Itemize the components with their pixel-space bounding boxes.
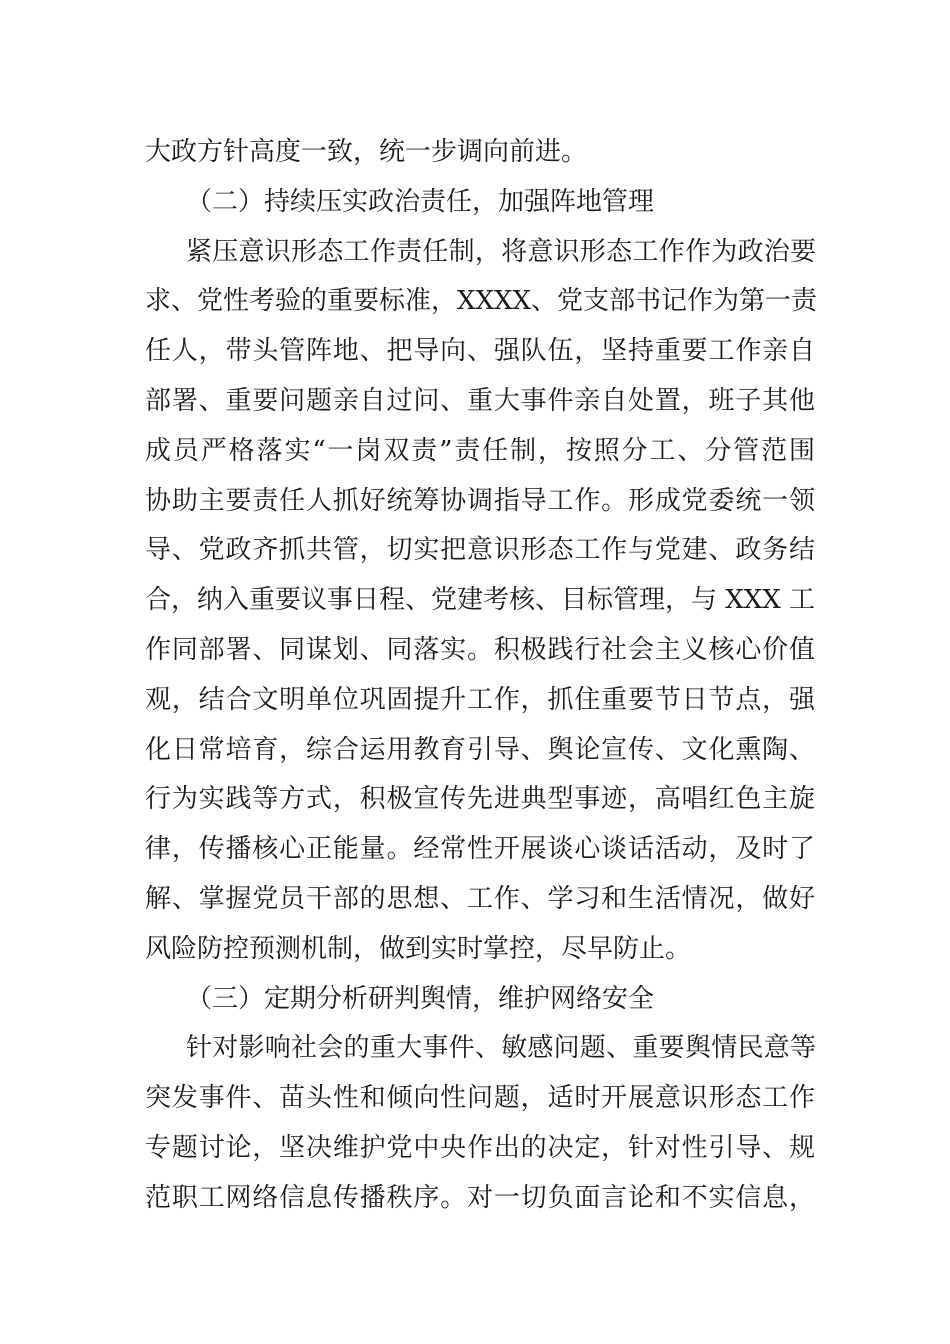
paragraph-first-line: 针对影响社会的重大事件、敏感问题、重要舆情民意等 [186, 1033, 816, 1064]
text-line: 作同部署、同谋划、同落实。积极践行社会主义核心价值 [145, 635, 815, 665]
text-line: 解、掌握党员干部的思想、工作、学习和生活情况，做好 [145, 884, 815, 914]
text-line: 观，结合文明单位巩固提升工作，抓住重要节日节点，强 [145, 684, 815, 715]
text-line: 任人，带头管阵地、把导向、强队伍，坚持重要工作亲自 [145, 336, 815, 367]
text-line: 专题讨论，坚决维护党中央作出的决定，针对性引导、规 [145, 1133, 815, 1163]
text-line: 大政方针高度一致，统一步调向前进。 [145, 137, 588, 167]
text-line: 求、党性考验的重要标准，XXXX、党支部书记作为第一责 [145, 286, 818, 317]
text-line: 成员严格落实“一岗双责”责任制，按照分工、分管范围 [145, 435, 815, 466]
section-heading: （二）持续压实政治责任，加强阵地管理 [186, 186, 655, 217]
text-line: 导、党政齐抓共管，切实把意识形态工作与党建、政务结 [145, 535, 815, 566]
text-line: 部署、重要问题亲自过问、重大事件亲自处置，班子其他 [145, 386, 815, 416]
text-line: 合，纳入重要议事日程、党建考核、目标管理，与 XXX 工 [145, 585, 816, 616]
text-line: 风险防控预测机制，做到实时掌控，尽早防止。 [145, 933, 692, 964]
text-line: 范职工网络信息传播秩序。对一切负面言论和不实信息， [145, 1182, 815, 1213]
section-heading: （三）定期分析研判舆情，维护网络安全 [186, 983, 655, 1014]
text-line: 行为实践等方式，积极宣传先进典型事迹，高唱红色主旋 [145, 784, 815, 815]
paragraph-first-line: 紧压意识形态工作责任制，将意识形态工作作为政治要 [186, 236, 816, 267]
text-line: 律，传播核心正能量。经常性开展谈心谈话活动，及时了 [145, 834, 815, 865]
text-line: 突发事件、苗头性和倾向性问题，适时开展意识形态工作 [145, 1083, 815, 1114]
text-line: 协助主要责任人抓好统筹协调指导工作。形成党委统一领 [145, 485, 815, 516]
text-line: 化日常培育，综合运用教育引导、舆论宣传、文化熏陶、 [145, 734, 815, 765]
